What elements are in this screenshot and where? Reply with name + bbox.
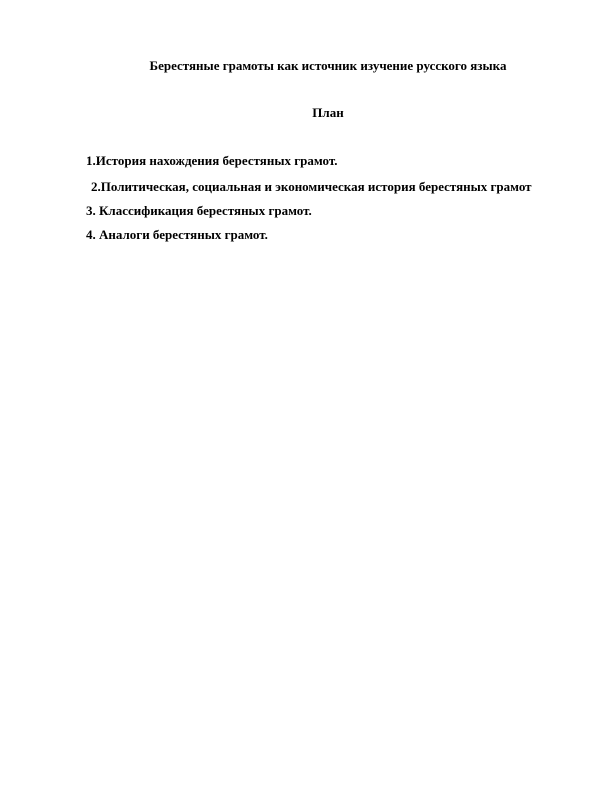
plan-item-1: 1.История нахождения берестяных грамот. (86, 153, 338, 168)
plan-item-3: 3. Классификация берестяных грамот. (86, 203, 312, 218)
document-title: Берестяные грамоты как источник изучение русского языка (149, 58, 507, 73)
plan-item-2: 2.Политическая, социальная и экономическая история берестяных грамот (91, 179, 532, 194)
plan-heading: План (312, 105, 344, 120)
plan-item-4: 4. Аналоги берестяных грамот. (86, 227, 268, 242)
